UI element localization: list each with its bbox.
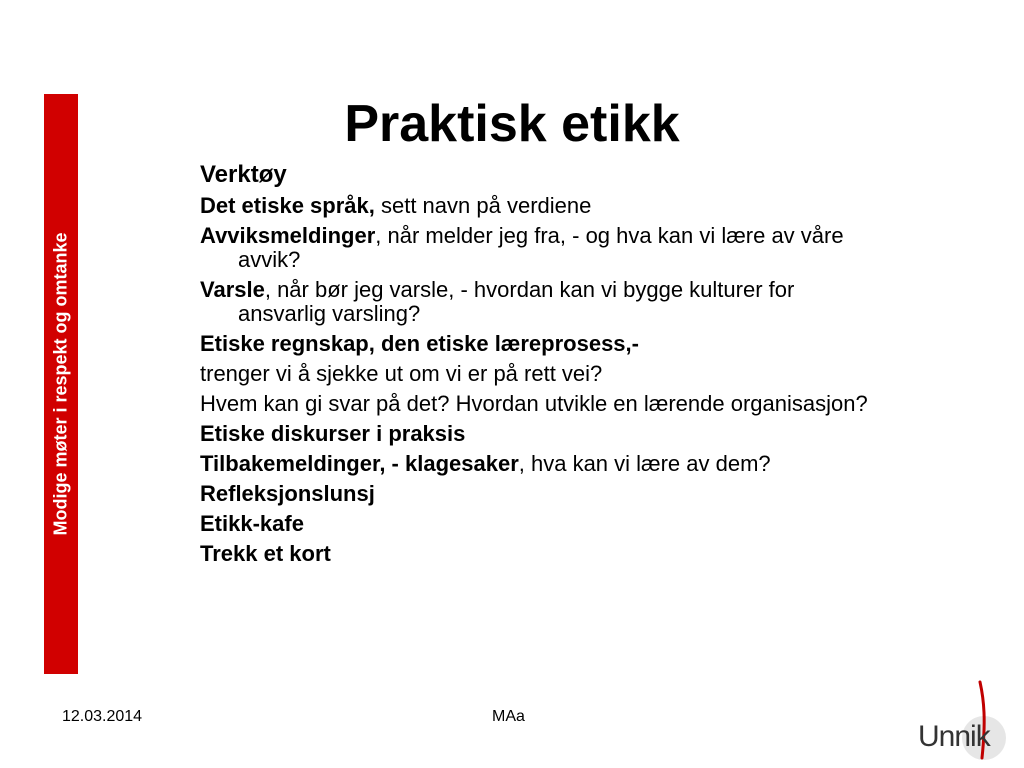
slide-body [200,160,880,572]
sidebar-banner [44,94,78,674]
list-item-bold: Trekk et kort [200,541,331,566]
list-item-bold: Etikk-kafe [200,511,304,536]
list-item [200,392,880,416]
list-item [200,512,880,536]
list-item-bold: Etiske diskurser i praksis [200,421,466,446]
list-item-text: , når bør jeg varsle, - hvordan kan vi bygge kulturer for ansvarlig varsling? [238,277,795,326]
list-item [200,422,880,446]
sidebar-slogan: Modige møter i respekt og omtanke [50,232,71,536]
list-item-bold: Refleksjonslunsj [200,481,375,506]
list-item-text: , hva kan vi lære av dem? [518,451,771,476]
unnik-logo [912,680,1012,762]
list-item-bold: Tilbakemeldinger, - klagesaker [200,451,519,476]
list-item [200,278,880,326]
subheading: Verktøy [200,161,287,188]
list-item [200,542,880,566]
list-item-text: sett navn på verdiene [374,193,592,218]
list-item-bold: Varsle [200,277,265,302]
list-item-bold: Avviksmeldinger [200,223,376,248]
logo-text: Unnik [918,720,990,753]
slide-title: Praktisk etikk [344,95,680,153]
list-item [200,224,880,272]
list-item [200,194,880,218]
list-item [200,332,880,356]
list-item-text: Hvem kan gi svar på det? Hvordan utvikle en lærende organisasjon? [200,391,868,416]
footer-author: MAa [492,708,525,725]
list-item-text: , når melder jeg fra, - og hva kan vi lære av våre avvik? [238,223,844,272]
list-item-text: trenger vi å sjekke ut om vi er på rett vei? [200,361,603,386]
list-item-bold: Etiske regnskap, den etiske læreprosess,- [200,331,639,356]
list-item [200,482,880,506]
list-item [200,362,880,386]
list-item-bold: Det etiske språk, [200,193,375,218]
footer-date: 12.03.2014 [62,708,143,725]
list-item [200,452,880,476]
